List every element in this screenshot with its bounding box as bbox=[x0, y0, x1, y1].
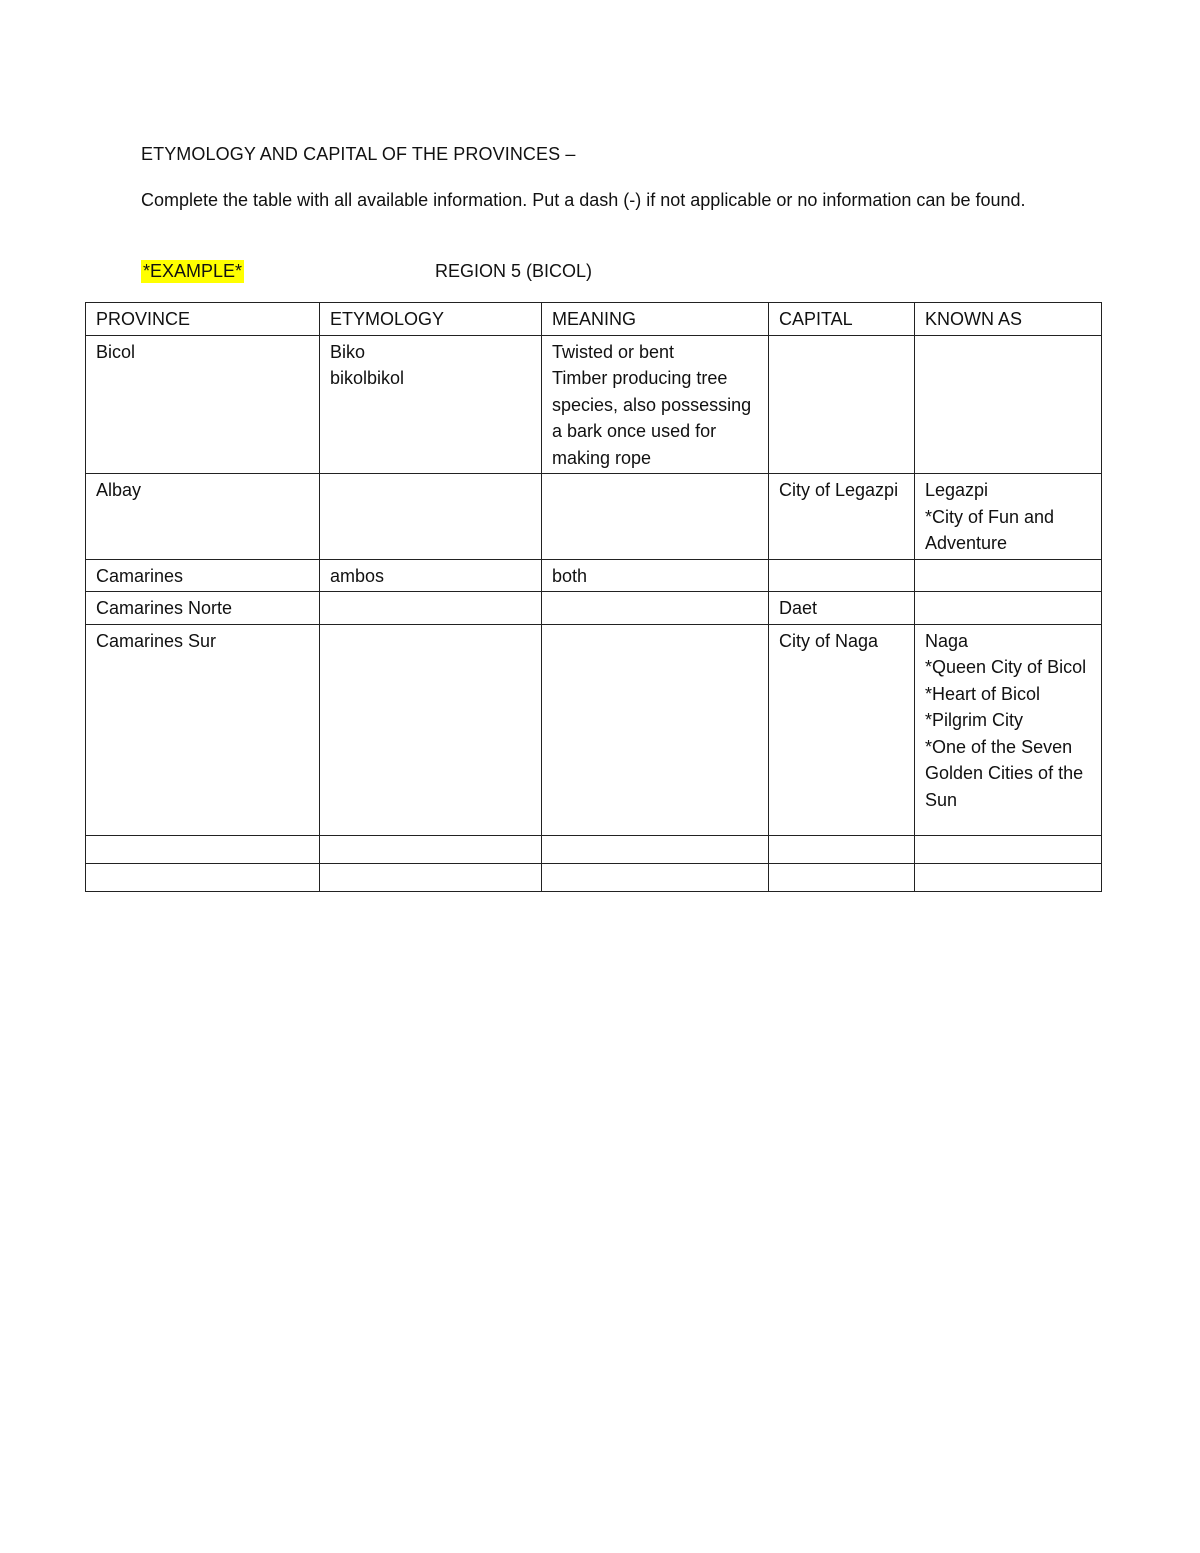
cell-province bbox=[86, 624, 320, 835]
cell-known-as bbox=[915, 624, 1102, 835]
cell-text: Camarines bbox=[96, 565, 184, 586]
cell-etymology bbox=[320, 559, 542, 592]
cell-meaning bbox=[542, 474, 769, 560]
header-known-as: KNOWN AS bbox=[915, 303, 1102, 336]
cell-capital bbox=[769, 835, 915, 863]
document-heading: ETYMOLOGY AND CAPITAL OF THE PROVINCES – bbox=[141, 144, 576, 164]
cell-etymology bbox=[320, 592, 542, 625]
cell-meaning bbox=[542, 592, 769, 625]
cell-text: both bbox=[552, 565, 588, 586]
cell-etymology bbox=[320, 863, 542, 891]
cell-text: *Pilgrim City bbox=[925, 710, 1024, 730]
cell-text: ambos bbox=[330, 565, 385, 586]
cell-text: Naga bbox=[925, 630, 969, 651]
cell-province bbox=[86, 592, 320, 625]
cell-text: Bicol bbox=[96, 341, 136, 362]
cell-known-as bbox=[915, 863, 1102, 891]
cell-text: City of Legazpi bbox=[779, 480, 899, 500]
table-row bbox=[86, 474, 1102, 560]
cell-text: Timber producing tree species, also possessing a bark once used for making rope bbox=[552, 368, 752, 468]
region-label: REGION 5 (BICOL) bbox=[435, 261, 593, 281]
cell-etymology bbox=[320, 335, 542, 474]
cell-meaning bbox=[542, 624, 769, 835]
cell-etymology bbox=[320, 624, 542, 835]
cell-known-as bbox=[915, 335, 1102, 474]
cell-text: Daet bbox=[779, 598, 818, 618]
cell-text: Camarines Norte bbox=[96, 598, 233, 618]
table-row bbox=[86, 624, 1102, 835]
cell-text: Twisted or bent bbox=[552, 341, 675, 362]
header-capital: CAPITAL bbox=[769, 303, 915, 336]
instructions-text: Complete the table with all available information. Put a dash (-) if not applicable or no information can be found. bbox=[141, 190, 1026, 210]
table-row bbox=[86, 592, 1102, 625]
cell-province bbox=[86, 474, 320, 560]
cell-known-as bbox=[915, 559, 1102, 592]
cell-etymology bbox=[320, 474, 542, 560]
cell-meaning bbox=[542, 835, 769, 863]
table-row bbox=[86, 863, 1102, 891]
cell-text: *Heart of Bicol bbox=[925, 683, 1041, 704]
cell-capital bbox=[769, 863, 915, 891]
cell-text: bikolbikol bbox=[330, 368, 405, 388]
header-province: PROVINCE bbox=[86, 303, 320, 336]
cell-text: City of Naga bbox=[779, 630, 879, 651]
cell-text: Camarines Sur bbox=[96, 630, 217, 651]
cell-known-as bbox=[915, 835, 1102, 863]
table-row bbox=[86, 835, 1102, 863]
table-row bbox=[86, 335, 1102, 474]
example-line bbox=[141, 260, 841, 286]
provinces-table bbox=[85, 302, 1102, 892]
table-row bbox=[86, 559, 1102, 592]
cell-capital bbox=[769, 592, 915, 625]
cell-meaning bbox=[542, 559, 769, 592]
cell-text: *City of Fun and Adventure bbox=[925, 506, 1055, 553]
cell-capital bbox=[769, 474, 915, 560]
cell-capital bbox=[769, 559, 915, 592]
cell-known-as bbox=[915, 592, 1102, 625]
cell-text: *Queen City of Bicol bbox=[925, 657, 1087, 677]
header-etymology: ETYMOLOGY bbox=[320, 303, 542, 336]
cell-text: Legazpi bbox=[925, 480, 989, 500]
header-meaning: MEANING bbox=[542, 303, 769, 336]
cell-province bbox=[86, 863, 320, 891]
cell-text: Albay bbox=[96, 480, 142, 500]
cell-province bbox=[86, 335, 320, 474]
cell-known-as bbox=[915, 474, 1102, 560]
cell-capital bbox=[769, 624, 915, 835]
cell-text: *One of the Seven Golden Cities of the Sun bbox=[925, 736, 1084, 810]
cell-province bbox=[86, 835, 320, 863]
cell-etymology bbox=[320, 835, 542, 863]
example-tag: *EXAMPLE* bbox=[143, 261, 243, 281]
cell-capital bbox=[769, 335, 915, 474]
cell-province bbox=[86, 559, 320, 592]
cell-text: Biko bbox=[330, 341, 366, 362]
cell-meaning bbox=[542, 863, 769, 891]
cell-meaning bbox=[542, 335, 769, 474]
table-header-row bbox=[86, 303, 1102, 336]
